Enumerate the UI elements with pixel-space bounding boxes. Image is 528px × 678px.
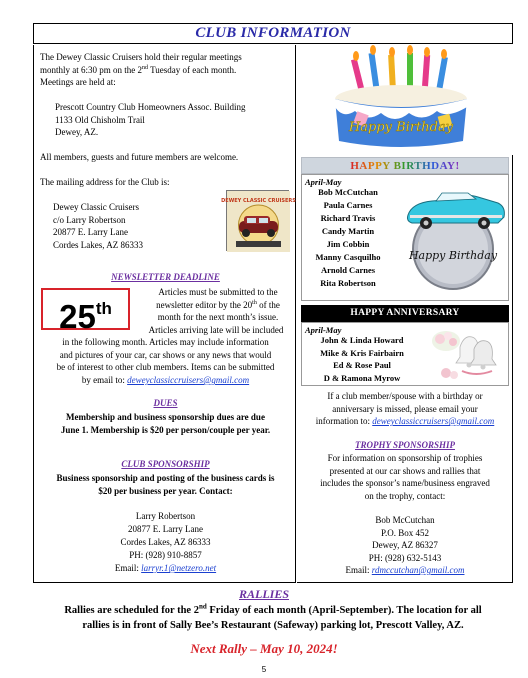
sponsorship-text-line: $20 per business per year. Contact: [98,486,233,496]
anniversary-name: Mike & Kris Fairbairn [320,347,404,358]
contact-email-link[interactable]: larryr.1@netzero.net [141,563,217,573]
newsletter-text-line: Articles arriving late will be included [148,324,284,335]
venue-line: 1133 Old Chisholm Trail [55,114,145,125]
missed-email-line: information to: deweyclassiccruisers@gmail.com [315,416,495,426]
dues-text-line: June 1. Membership is $20 per person/couple per year. [60,424,271,435]
logo-lettering: DEWEY CLASSIC CRUISERS [221,198,296,204]
contact-email-line: Email: larryr.1@netzero.net [114,563,217,573]
meeting-info-line: monthly at 6:30 pm on the 2nd Tuesday of each month. [40,64,237,75]
anniversary-name: D & Ramona Myrow [323,372,401,383]
classic-car-badge-image [398,189,508,291]
birthday-names [304,186,392,290]
trophy-text-line: on the trophy, contact: [364,490,446,501]
trophy-text-line: For information on sponsorship of trophies [327,453,483,463]
birthday-months: April-May [305,177,342,187]
dues-title: DUES [153,398,178,408]
newsletter-text-line: newsletter editor by the 20th of the [156,299,280,310]
deadline-badge: 25th [41,288,130,330]
trophy-contact-name: Bob McCutchan [375,515,435,525]
birthday-cake-image [297,45,513,155]
trophy-text-line: presented at our car shows and rallies that [329,465,481,476]
anniversary-names [304,334,420,384]
meeting-info-line: Meetings are held at: [40,77,116,87]
trophy-contact-address: Dewey, AZ 86327 [372,540,438,550]
contact-phone: PH: (928) 910-8857 [129,550,202,560]
birthday-name: Bob McCutchan [318,187,378,197]
birthday-name: Manny Casquilho [315,252,381,262]
missed-text-line: anniversary is missed, please email your [332,403,478,414]
newsletter-deadline-title: NEWSLETTER DEADLINE [111,272,220,282]
next-rally-date: Next Rally – May 10, 2024! [190,641,338,656]
birthday-name: Candy Martin [321,226,375,236]
mailing-address-line: c/o Larry Robertson [53,214,126,225]
trophy-sponsorship-title: TROPHY SPONSORSHIP [355,440,455,450]
anniversary-name: Ed & Rose Paul [333,360,391,370]
newsletter-text-line: be of interest to other club members. Items can be submitted [56,362,275,372]
birthday-name: Richard Travis [320,213,376,223]
newsletter-text-line: Articles must be submitted to the [158,287,278,297]
birthday-name: Arnold Carnes [320,265,376,275]
welcome-text: All members, guests and future members are welcome. [40,152,239,162]
birthday-list-box [301,174,509,301]
dues-text-line: Membership and business sponsorship dues are due [66,412,265,422]
contact-name: Larry Robertson [135,511,196,521]
right-column [297,45,513,583]
anniversary-header: HAPPY ANNIVERSARY [301,305,509,322]
contact-address: Cordes Lakes, AZ 86333 [120,537,211,547]
birthday-name: Jim Cobbin [326,239,370,249]
birthday-name: Paula Carnes [323,200,373,210]
anniversary-months: April-May [305,325,342,335]
cake-lettering: Happy Birthday [348,120,454,135]
mailing-address-line: Cordes Lakes, AZ 86333 [53,239,143,250]
newsletter-email-line: by email to: deweyclassiccruisers@gmail.com [81,375,250,385]
left-column [33,45,296,583]
page-title: CLUB INFORMATION [33,23,513,44]
venue-line: Dewey, AZ. [55,127,99,137]
trophy-contact-phone: PH: (928) 632-5143 [368,552,442,563]
meeting-info-line: The Dewey Classic Cruisers hold their regular meetings [40,52,242,62]
rallies-text [30,603,516,633]
newsletter-text-line: and pictures of your car, car shows or any news that would [59,349,272,360]
newsletter-text-line: month for the next month’s issue. [157,312,279,322]
club-logo-image [221,190,296,251]
rallies-line: rallies is in front of Sally Bee’s Restaurant (Safeway) parking lot, Prescott Valley, AZ. [82,620,464,631]
venue-line: Prescott Country Club Homeowners Assoc. Building [55,102,246,112]
birthday-name: Rita Robertson [320,278,376,288]
anniversary-name: John & Linda Howard [320,335,404,345]
car-badge-lettering: Happy Birthday [408,249,498,262]
rallies-title: RALLIES [238,587,289,601]
mailing-address-line: Dewey Classic Cruisers [53,202,139,212]
rallies-line: Rallies are scheduled for the 2nd Friday of each month (April-September). The location for all [64,602,482,616]
birthday-header-text: HAPPY BIRTHDAY! [350,160,460,172]
wedding-bells-image [426,327,504,383]
trophy-text-line: includes the sponsor’s name/business engraved [320,478,490,488]
trophy-contact-address: P.O. Box 452 [380,527,429,538]
newsletter-text-line: in the following month. Articles may include information [62,337,269,347]
newsletter-email-link[interactable]: deweyclassiccruisers@gmail.com [127,375,250,385]
anniversary-list-box [301,322,509,386]
birthday-header [301,157,509,174]
missed-text-line: If a club member/spouse with a birthday or [327,391,483,401]
page-number: 5 [261,665,267,674]
contact-address: 20877 E. Larry Lane [128,524,203,534]
missed-email-link[interactable]: deweyclassiccruisers@gmail.com [372,416,495,426]
club-sponsorship-title: CLUB SPONSORSHIP [121,459,210,469]
mailing-address-line: 20877 E. Larry Lane [53,227,128,237]
trophy-email-line: Email: rdmccutchan@gmail.com [345,565,465,575]
mailing-label: The mailing address for the Club is: [40,177,170,187]
trophy-email-link[interactable]: rdmccutchan@gmail.com [371,565,465,575]
sponsorship-text-line: Business sponsorship and posting of the business cards is [56,473,275,483]
